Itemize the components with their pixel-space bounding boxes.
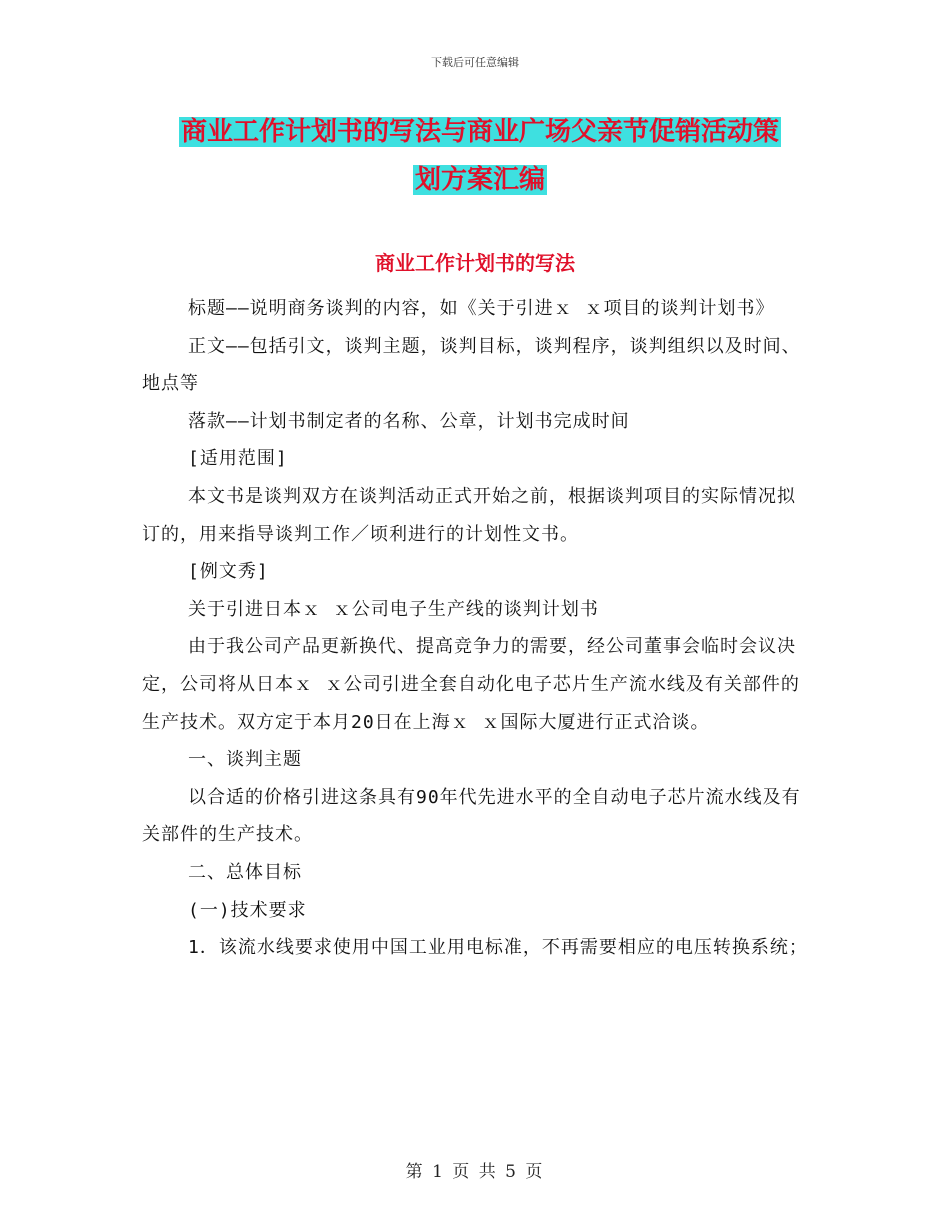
- section-title: 商业工作计划书的写法: [375, 251, 575, 275]
- document-title-line-2: 划方案汇编: [414, 165, 545, 195]
- document-title-line-1: 商业工作计划书的写法与商业广场父亲节促销活动策: [180, 117, 779, 147]
- paragraph-scope-heading: [适用范围]: [188, 448, 288, 470]
- page-header-note: 下载后可任意编辑: [431, 56, 519, 69]
- paragraph-signature-desc: 落款——计划书制定者的名称、公章，计划书完成时间: [188, 410, 630, 432]
- paragraph-body-desc: 正文——包括引文，谈判主题，谈判目标，谈判程序，谈判组织以及时间、地点等: [142, 335, 801, 395]
- paragraph-scope-text: 本文书是谈判双方在谈判活动正式开始之前，根据谈判项目的实际情况拟订的，用来指导谈判工作／顷利进行的计划性文书。: [142, 485, 796, 545]
- paragraph-tech-heading: (一)技术要求: [188, 899, 307, 921]
- paragraph-topic-heading: 一、谈判主题: [188, 749, 302, 771]
- paragraph-title-desc: 标题——说明商务谈判的内容，如《关于引进ｘ ｘ项目的谈判计划书》: [188, 298, 775, 319]
- paragraph-tech-item-1: 1．该流水线要求使用中国工业用电标准，不再需要相应的电压转换系统；: [188, 937, 808, 959]
- document-body: [142, 290, 808, 967]
- document-title: [140, 108, 820, 204]
- paragraph-example-heading: [例文秀]: [188, 561, 269, 583]
- paragraph-example-title: 关于引进日本ｘ ｘ公司电子生产线的谈判计划书: [188, 598, 599, 620]
- paragraph-goal-heading: 二、总体目标: [188, 861, 302, 883]
- paragraph-topic-text: 以合适的价格引进这条具有90年代先进水平的全自动电子芯片流水线及有关部件的生产技术。: [142, 786, 801, 846]
- paragraph-background: 由于我公司产品更新换代、提高竞争力的需要，经公司董事会临时会议决定，公司将从日本ｘ ｘ公司引进全套自动化电子芯片生产流水线及有关部件的生产技术。双方定于本月20日在上海ｘ ｘ国际大厦进行正式洽谈。: [142, 636, 800, 733]
- page-footer-page-number: 第 1 页 共 5 页: [405, 1162, 545, 1182]
